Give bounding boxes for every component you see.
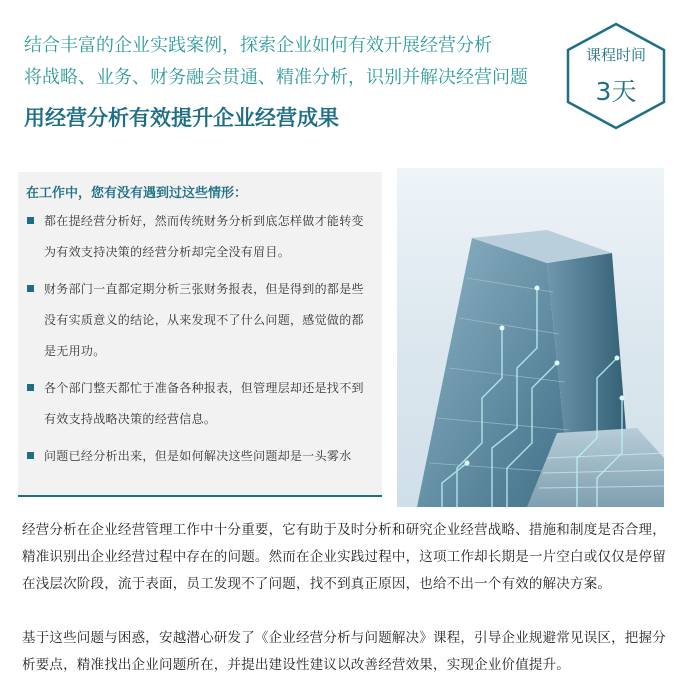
list-item bbox=[18, 274, 382, 367]
course-duration-badge bbox=[565, 22, 667, 130]
square-bullet-icon bbox=[27, 217, 34, 224]
body-paragraph-2: 基于这些问题与困惑，安越潜心研发了《企业经营分析与问题解决》课程，引导企业规避常见误区，把握分析要点，精准找出企业问题所在，并提出建设性建议以改善经营效果，实现企业价值提升。 bbox=[22, 630, 666, 673]
situations-list bbox=[18, 206, 382, 478]
list-item-text: 问题已经分析出来，但是如何解决这些问题却是一头雾水 bbox=[44, 449, 352, 463]
list-item-text: 财务部门一直都定期分析三张财务报表，但是得到的都是些没有实质意义的结论，从来发现不了什么问题，感觉做的都是无用功。 bbox=[44, 282, 364, 358]
panel-bottom-rule bbox=[18, 495, 382, 497]
list-item bbox=[18, 206, 382, 268]
badge-label: 课程时间 bbox=[585, 46, 646, 64]
skyscraper-photo bbox=[397, 168, 664, 507]
headline: 用经营分析有效提升企业经营成果 bbox=[24, 106, 339, 130]
square-bullet-icon bbox=[27, 384, 34, 391]
skyscraper-circuit-icon bbox=[397, 168, 664, 507]
list-item bbox=[18, 441, 382, 472]
intro-line-1: 结合丰富的企业实践案例，探索企业如何有效开展经营分析 bbox=[24, 35, 492, 56]
intro-line-2: 将战略、业务、财务融会贯通、精准分析，识别并解决经营问题 bbox=[24, 67, 528, 88]
list-item-text: 各个部门整天都忙于准备各种报表，但管理层却还是找不到有效支持战略决策的经营信息。 bbox=[44, 381, 364, 426]
square-bullet-icon bbox=[27, 285, 34, 292]
situations-panel bbox=[18, 172, 382, 497]
square-bullet-icon bbox=[27, 452, 34, 459]
list-item-text: 都在提经营分析好，然而传统财务分析到底怎样做才能转变为有效支持决策的经营分析却完全没有眉目。 bbox=[44, 214, 364, 259]
list-item bbox=[18, 373, 382, 435]
body-paragraph-1: 经营分析在企业经营管理工作中十分重要，它有助于及时分析和研究企业经营战略、措施和制度是否合理，精准识别出企业经营过程中存在的问题。然而在企业实践过程中，这项工作却长期是一片空白或仅仅是停留在浅层次阶段，流于表面，员工发现不了问题，找不到真正原因，也给不出一个有效的解决方案。 bbox=[22, 522, 666, 592]
situations-title: 在工作中，您有没有遇到过这些情形： bbox=[26, 186, 248, 201]
badge-value: 3天 bbox=[595, 77, 637, 106]
